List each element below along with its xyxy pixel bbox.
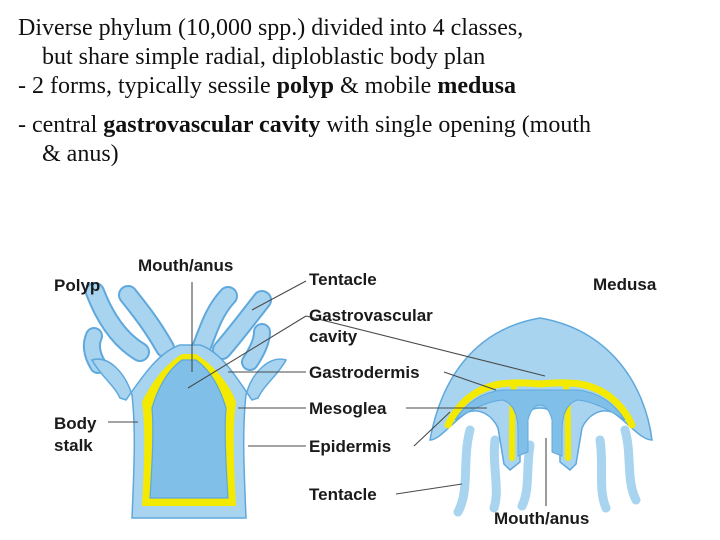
label-tentacle-top: Tentacle <box>309 270 377 289</box>
text-line-4-prefix: - central <box>18 112 104 138</box>
label-body: Body <box>54 414 97 433</box>
label-mouth-anus-top: Mouth/anus <box>138 256 234 275</box>
label-mouth-anus-bottom: Mouth/anus <box>494 509 590 528</box>
label-gastrodermis: Gastrodermis <box>309 363 420 382</box>
text-line-4-suffix: with single opening (mouth <box>320 112 592 138</box>
term-medusa: medusa <box>437 73 517 99</box>
label-tentacle-bottom: Tentacle <box>309 485 377 504</box>
text-line-5: & anus) <box>42 141 119 167</box>
label-medusa: Medusa <box>593 275 657 294</box>
label-epidermis: Epidermis <box>309 437 392 456</box>
label-cavity: cavity <box>309 327 358 346</box>
polyp-figure <box>92 292 286 518</box>
term-polyp: polyp <box>276 73 334 99</box>
medusa-figure <box>430 318 652 512</box>
label-stalk: stalk <box>54 436 93 455</box>
label-mesoglea: Mesoglea <box>309 399 387 418</box>
medusa-tentacles <box>458 430 636 512</box>
text-line-3-middle: & mobile <box>334 73 438 99</box>
label-polyp: Polyp <box>54 276 101 295</box>
label-gastrovascular: Gastrovascular <box>309 306 433 325</box>
term-gastrovascular-cavity: gastrovascular cavity <box>103 112 321 138</box>
text-line-3-prefix: - 2 forms, typically sessile <box>18 73 277 99</box>
text-line-1: Diverse phylum (10,000 spp.) divided into 4 classes, <box>18 15 524 41</box>
text-line-2: but share simple radial, diploblastic body plan <box>42 44 486 70</box>
